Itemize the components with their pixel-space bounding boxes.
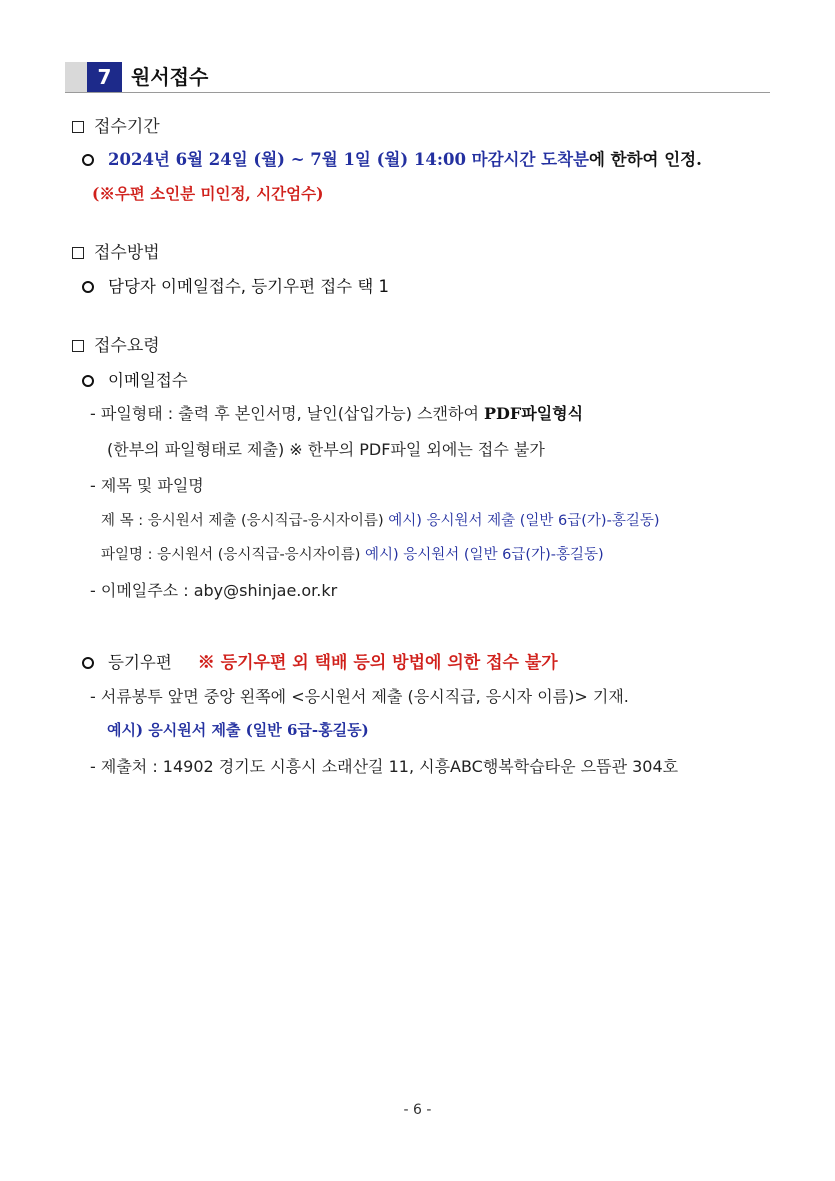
mail-label: 등기우편 ※ 등기우편 외 택배 등의 방법에 의한 접수 불가 — [82, 648, 558, 673]
page-number: - 6 - — [403, 1102, 432, 1118]
guide-heading: 접수요령 — [72, 331, 160, 356]
email-address: - 이메일주소 : aby@shinjae.or.kr — [90, 581, 338, 600]
email-format: - 파일형태 : 출력 후 본인서명, 날인(삽입가능) 스캔하여 PDF파일형식 — [90, 404, 584, 423]
method-text: 담당자 이메일접수, 등기우편 접수 택 1 — [82, 273, 389, 297]
circle-bullet-icon — [82, 657, 94, 669]
mail-envelope: - 서류봉투 앞면 중앙 왼쪽에 <응시원서 제출 (응시직급, 응시자 이름)> 기재. — [90, 687, 629, 706]
mail-destination: - 제출처 : 14902 경기도 시흥시 소래산길 11, 시흥ABC행복학습타운 으뜸관 304호 — [90, 757, 679, 776]
email-label: 이메일접수 — [82, 367, 188, 391]
mail-example: 예시) 응시원서 제출 (일반 6급-홍길동) — [107, 721, 369, 739]
title-file-heading: - 제목 및 파일명 — [90, 476, 204, 495]
email-format-note: (한부의 파일형태로 제출) ※ 한부의 PDF파일 외에는 접수 불가 — [107, 440, 545, 459]
section-title: 원서접수 — [131, 65, 209, 89]
square-bullet-icon — [72, 121, 84, 133]
square-bullet-icon — [72, 247, 84, 259]
email-subject: 제 목 : 응시원서 제출 (응시직급-응시자이름) 예시) 응시원서 제출 (일반 6급(가)-홍길동) — [101, 513, 660, 529]
mail-warning: ※ 등기우편 외 택배 등의 방법에 의한 접수 불가 — [197, 653, 558, 673]
subject-example: 예시) 응시원서 제출 (일반 6급(가)-홍길동) — [388, 513, 660, 529]
circle-bullet-icon — [82, 154, 94, 166]
period-suffix: 에 한하여 인정. — [588, 150, 702, 169]
period-deadline: 2024년 6월 24일 (월) ~ 7월 1일 (월) 14:00 마감시간 도착분 — [108, 150, 589, 169]
pdf-format-label: PDF파일형식 — [484, 404, 584, 423]
circle-bullet-icon — [82, 281, 94, 293]
filename-example: 예시) 응시원서 (일반 6급(가)-홍길동) — [364, 547, 604, 563]
period-note: (※우편 소인분 미인정, 시간엄수) — [92, 184, 324, 203]
circle-bullet-icon — [82, 375, 94, 387]
square-bullet-icon — [72, 340, 84, 352]
header-divider — [65, 92, 770, 93]
section-number-badge: 7 — [87, 62, 122, 92]
method-heading: 접수방법 — [72, 238, 160, 263]
period-heading: 접수기간 — [72, 112, 160, 137]
email-filename: 파일명 : 응시원서 (응시직급-응시자이름) 예시) 응시원서 (일반 6급(가)-홍길동) — [101, 547, 604, 563]
period-text — [82, 146, 702, 170]
